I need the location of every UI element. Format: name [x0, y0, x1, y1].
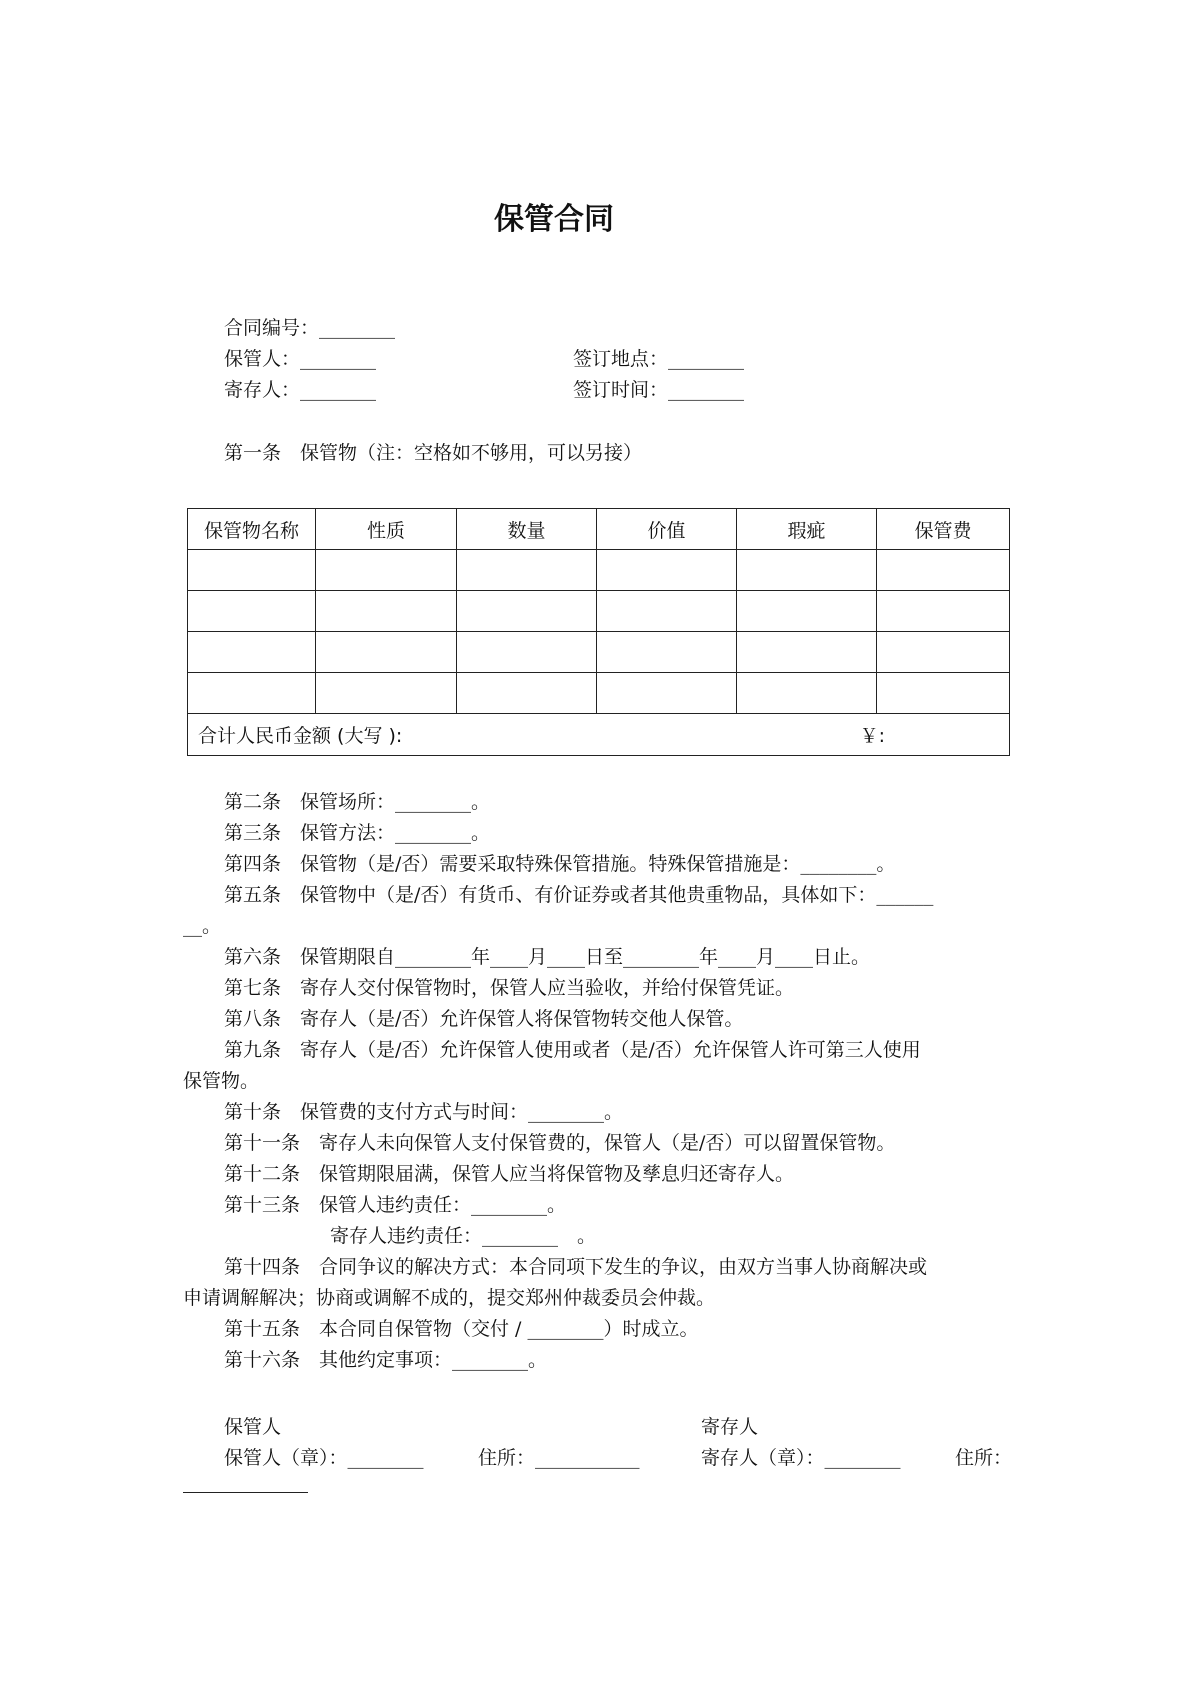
- contract-number: 合同编号：________: [224, 317, 396, 339]
- table-cell: [597, 550, 737, 591]
- article-9-continued: 保管物。: [183, 1070, 260, 1092]
- table-cell: [316, 632, 457, 673]
- table-row: [188, 550, 1010, 591]
- table-cell: [457, 673, 597, 714]
- table-cell: [188, 632, 316, 673]
- table-cell: [457, 632, 597, 673]
- document-title: 保管合同: [494, 202, 614, 237]
- article-7: 第七条 寄存人交付保管物时，保管人应当验收，并给付保管凭证。: [224, 977, 795, 999]
- article-4: 第四条 保管物（是/否）需要采取特殊保管措施。特殊保管措施是：________。: [224, 853, 896, 875]
- depositor-field: 寄存人：________: [224, 379, 377, 401]
- column-header: 性质: [316, 509, 457, 550]
- table-total-row: [188, 714, 1010, 756]
- table-cell: [597, 591, 737, 632]
- article-5-continued: __。: [183, 915, 222, 937]
- article-9: 第九条 寄存人（是/否）允许保管人使用或者（是/否）允许保管人许可第三人使用: [224, 1039, 921, 1061]
- article-10: 第十条 保管费的支付方式与时间：________。: [224, 1101, 624, 1123]
- article-14-continued: 申请调解解决；协商或调解不成的，提交郑州仲裁委员会仲裁。: [183, 1287, 716, 1309]
- table-header-row: [188, 509, 1010, 550]
- article-6: 第六条 保管期限自________年____月____日至________年____月____日止。: [224, 946, 871, 968]
- column-header: 价值: [597, 509, 737, 550]
- table-cell: [316, 673, 457, 714]
- table-cell: [737, 591, 877, 632]
- table-cell: [188, 550, 316, 591]
- total-cny: ￥:: [859, 725, 885, 747]
- depositor-address: 住所：: [955, 1447, 1013, 1469]
- table-cell: [597, 632, 737, 673]
- article-3: 第三条 保管方法：________。: [224, 822, 491, 844]
- table-cell: [597, 673, 737, 714]
- table-cell: [877, 632, 1010, 673]
- table-cell: [316, 591, 457, 632]
- article-13: 第十三条 保管人违约责任：________。: [224, 1194, 567, 1216]
- column-header: 数量: [457, 509, 597, 550]
- depositor-heading: 寄存人: [701, 1416, 759, 1438]
- custodian-address: 住所：___________: [478, 1447, 640, 1469]
- custodian-field: 保管人：________: [224, 348, 377, 370]
- depositor-address-blank-line: [183, 1492, 308, 1493]
- goods-table: [187, 508, 1010, 756]
- article-15: 第十五条 本合同自保管物（交付 / ________）时成立。: [224, 1318, 699, 1340]
- table-cell: [737, 550, 877, 591]
- table-row: [188, 632, 1010, 673]
- article-12: 第十二条 保管期限届满，保管人应当将保管物及孳息归还寄存人。: [224, 1163, 795, 1185]
- table-cell: [457, 591, 597, 632]
- total-label: 合计人民币金额 (大写 ):: [198, 725, 403, 747]
- depositor-seal: 寄存人（章）：________: [701, 1447, 901, 1469]
- table-cell: [877, 591, 1010, 632]
- table-cell: [877, 673, 1010, 714]
- table-row: [188, 591, 1010, 632]
- article-13-continued: 寄存人违约责任：________ 。: [330, 1225, 597, 1247]
- article-11: 第十一条 寄存人未向保管人支付保管费的，保管人（是/否）可以留置保管物。: [224, 1132, 896, 1154]
- article-8: 第八条 寄存人（是/否）允许保管人将保管物转交他人保管。: [224, 1008, 744, 1030]
- article-2: 第二条 保管场所：________。: [224, 791, 491, 813]
- table-cell: [457, 550, 597, 591]
- sign-time-field: 签订时间：________: [573, 379, 745, 401]
- custodian-seal: 保管人（章）：________: [224, 1447, 424, 1469]
- custodian-heading: 保管人: [224, 1416, 282, 1438]
- table-cell: [737, 632, 877, 673]
- table-cell: [316, 550, 457, 591]
- table-row: [188, 673, 1010, 714]
- table-cell: [188, 591, 316, 632]
- column-header: 保管物名称: [188, 509, 316, 550]
- column-header: 瑕疵: [737, 509, 877, 550]
- article-5: 第五条 保管物中（是/否）有货币、有价证券或者其他贵重物品，具体如下：______: [224, 884, 934, 906]
- article-14: 第十四条 合同争议的解决方式：本合同项下发生的争议，由双方当事人协商解决或: [224, 1256, 928, 1278]
- total-cell: [188, 714, 1010, 756]
- article-16: 第十六条 其他约定事项：________。: [224, 1349, 548, 1371]
- sign-place-field: 签订地点：________: [573, 348, 745, 370]
- column-header: 保管费: [877, 509, 1010, 550]
- table-cell: [188, 673, 316, 714]
- article-1: 第一条 保管物（注：空格如不够用，可以另接）: [224, 442, 643, 464]
- table-cell: [877, 550, 1010, 591]
- table-cell: [737, 673, 877, 714]
